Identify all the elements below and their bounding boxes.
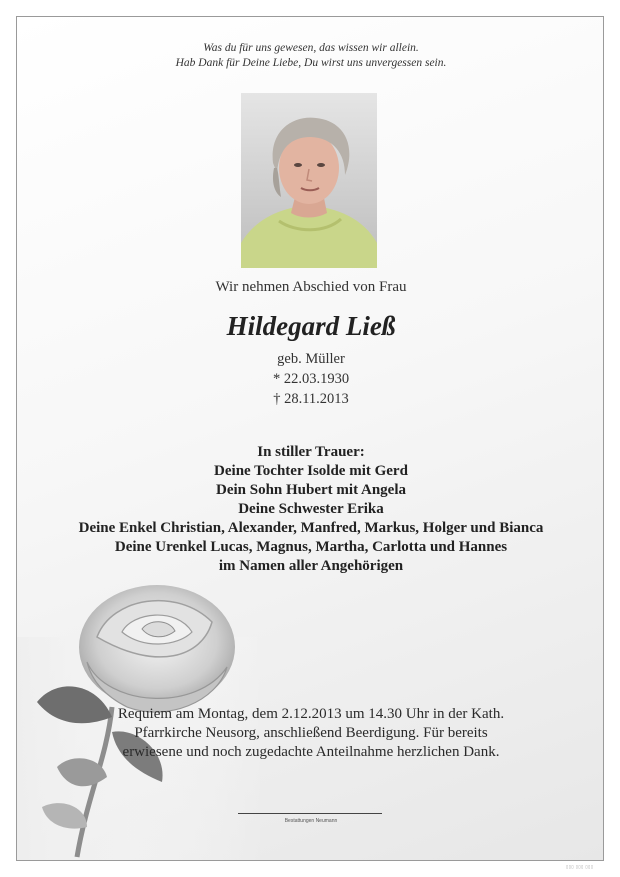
maiden-name: geb. Müller xyxy=(277,351,345,367)
signature-divider xyxy=(238,813,382,814)
motto-line-1: Was du für uns gewesen, das wissen wir allein. xyxy=(203,42,419,54)
mourners-closing: im Namen aller Angehörigen xyxy=(218,558,404,574)
motto-line-2: Hab Dank für Deine Liebe, Du wirst uns unvergessen sein. xyxy=(175,57,447,69)
obituary-card xyxy=(16,16,604,861)
mourners-heading: In stiller Trauer: xyxy=(257,444,365,460)
undertaker-name: Bestattungen Neumann xyxy=(284,818,338,824)
mourner-entry: Deine Enkel Christian, Alexander, Manfred, Markus, Holger und Bianca xyxy=(78,520,544,536)
footer-logo: ▯▯▯ ▯▯▯ ▯▯▯ xyxy=(566,864,594,869)
portrait-photo xyxy=(241,93,377,268)
mourner-entry: Deine Tochter Isolde mit Gerd xyxy=(214,463,408,479)
farewell-intro: Wir nehmen Abschied von Frau xyxy=(215,279,407,295)
portrait-image xyxy=(241,93,377,268)
mourner-entry: Dein Sohn Hubert mit Angela xyxy=(215,482,407,498)
birth-date: * 22.03.1930 xyxy=(272,371,350,387)
deceased-name: Hildegard Ließ xyxy=(226,311,396,341)
requiem-notice: Requiem am Montag, dem 2.12.2013 um 14.30 Uhr in der Kath. Pfarrkirche Neusorg, anschließend Beerdigung. Für bereits erwiesene und noch zugedachte Anteilnahme herzlichen Dank. xyxy=(117,706,505,760)
mourner-entry: Deine Urenkel Lucas, Magnus, Martha, Carlotta und Hannes xyxy=(114,539,508,555)
mourners-list xyxy=(77,443,545,576)
death-date: † 28.11.2013 xyxy=(273,391,349,407)
mourner-entry: Deine Schwester Erika xyxy=(238,501,384,517)
